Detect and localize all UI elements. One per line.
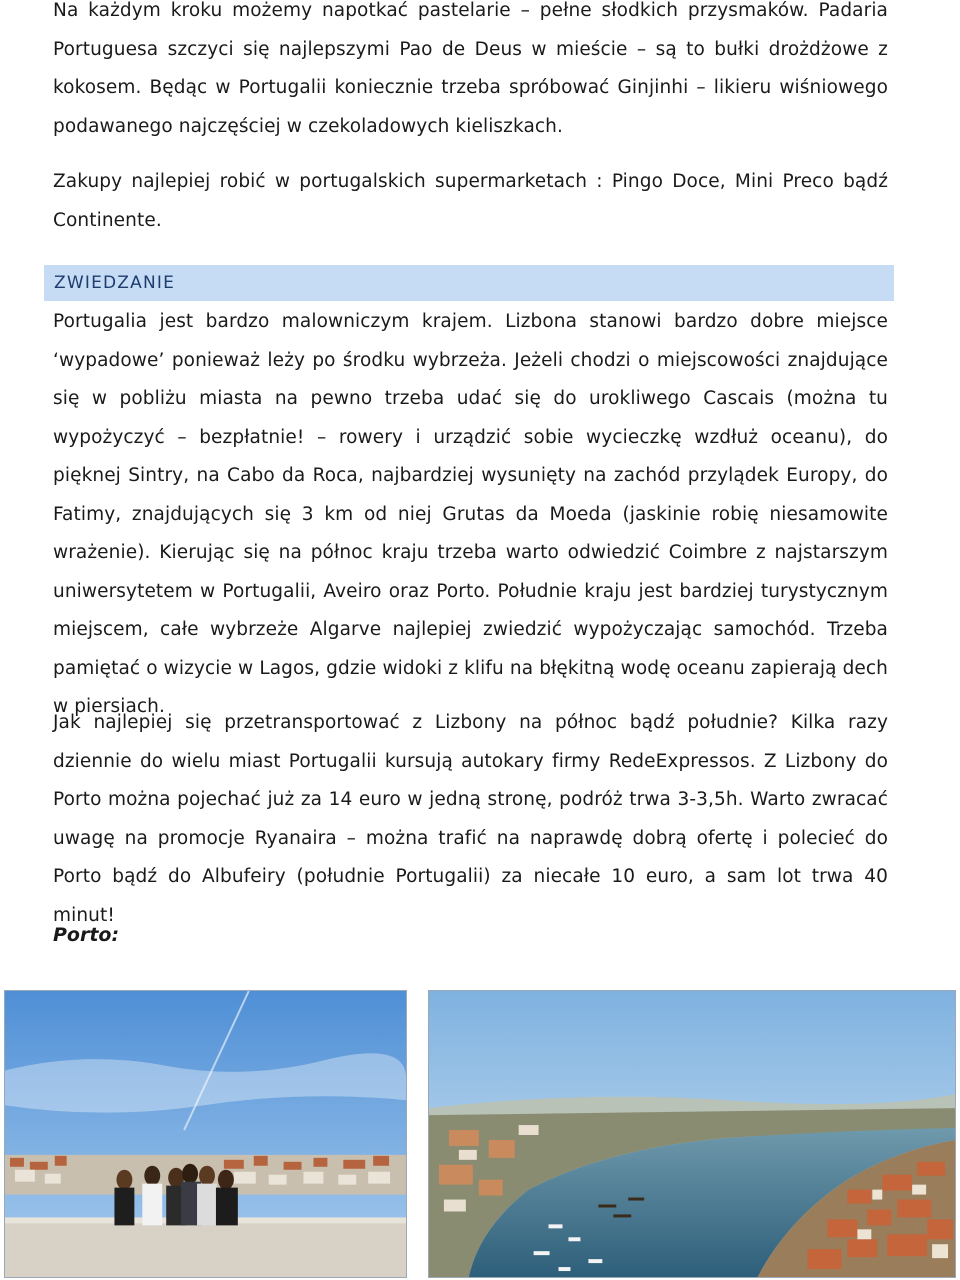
section-heading: ZWIEDZANIE (54, 273, 176, 293)
section-heading-bar (44, 265, 894, 301)
paragraph-transport: Jak najlepiej się przetransportować z Lizbony na północ bądź południe? Kilka razy dziennie do wielu miast Portugalii kursują autokary firmy RedeExpressos. Z Lizbony do Porto można pojechać już za 14 euro w jedną stronę, podróż trwa 3-3,5h. Warto zwracać uwagę na promocje Ryanaira – można trafić na naprawdę dobrą ofertę i polecieć do Porto bądź do Albufeiry (południe Portugalii) za niecałe 10 euro, a sam lot trwa 40 minut! (53, 712, 888, 926)
photo-friends-image (5, 991, 406, 1277)
photo-douro-river (428, 990, 956, 1278)
photo-friends-viewpoint (4, 990, 407, 1278)
porto-label: Porto: (53, 924, 120, 946)
photo-river-image (429, 991, 955, 1277)
paragraph-sightseeing: Portugalia jest bardzo malowniczym krajem. Lizbona stanowi bardzo dobre miejsce ‘wypadowe’ ponieważ leży po środku wybrzeża. Jeżeli chodzi o miejscowości znajdujące się w pobliżu miasta na pewno trzeba udać się do urokliwego Cascais (można tu wypożyczyć – bezpłatnie! – rowery i urządzić sobie wycieczkę wzdłuż oceanu), do pięknej Sintry, na Cabo da Roca, najbardziej wysunięty na zachód przylądek Europy, do Fatimy, znajdujących się 3 km od niej Grutas da Moeda (jaskinie robię niesamowite wrażenie). Kierując się na północ kraju trzeba warto odwiedzić Coimbre z najstarszym uniwersytetem w Portugalii, Aveiro oraz Porto. Południe kraju jest bardziej turystycznym miejscem, całe wybrzeże Algarve najlepiej zwiedzić wypożyczając samochód. Trzeba pamiętać o wizycie w Lagos, gdzie widoki z klifu na błękitną wodę oceanu zapierają dech w piersiach. (53, 311, 888, 717)
paragraph-shopping: Zakupy najlepiej robić w portugalskich supermarketach : Pingo Doce, Mini Preco bądź Continente. (53, 171, 888, 231)
paragraph-food: Na każdym kroku możemy napotkać pastelarie – pełne słodkich przysmaków. Padaria Portuguesa szczyci się najlepszymi Pao de Deus w mieście – są to bułki drożdżowe z kokosem. Będąc w Portugalii koniecznie trzeba spróbować Ginjinhi – likieru wiśniowego podawanego najczęściej w czekoladowych kieliszkach. (53, 0, 888, 137)
